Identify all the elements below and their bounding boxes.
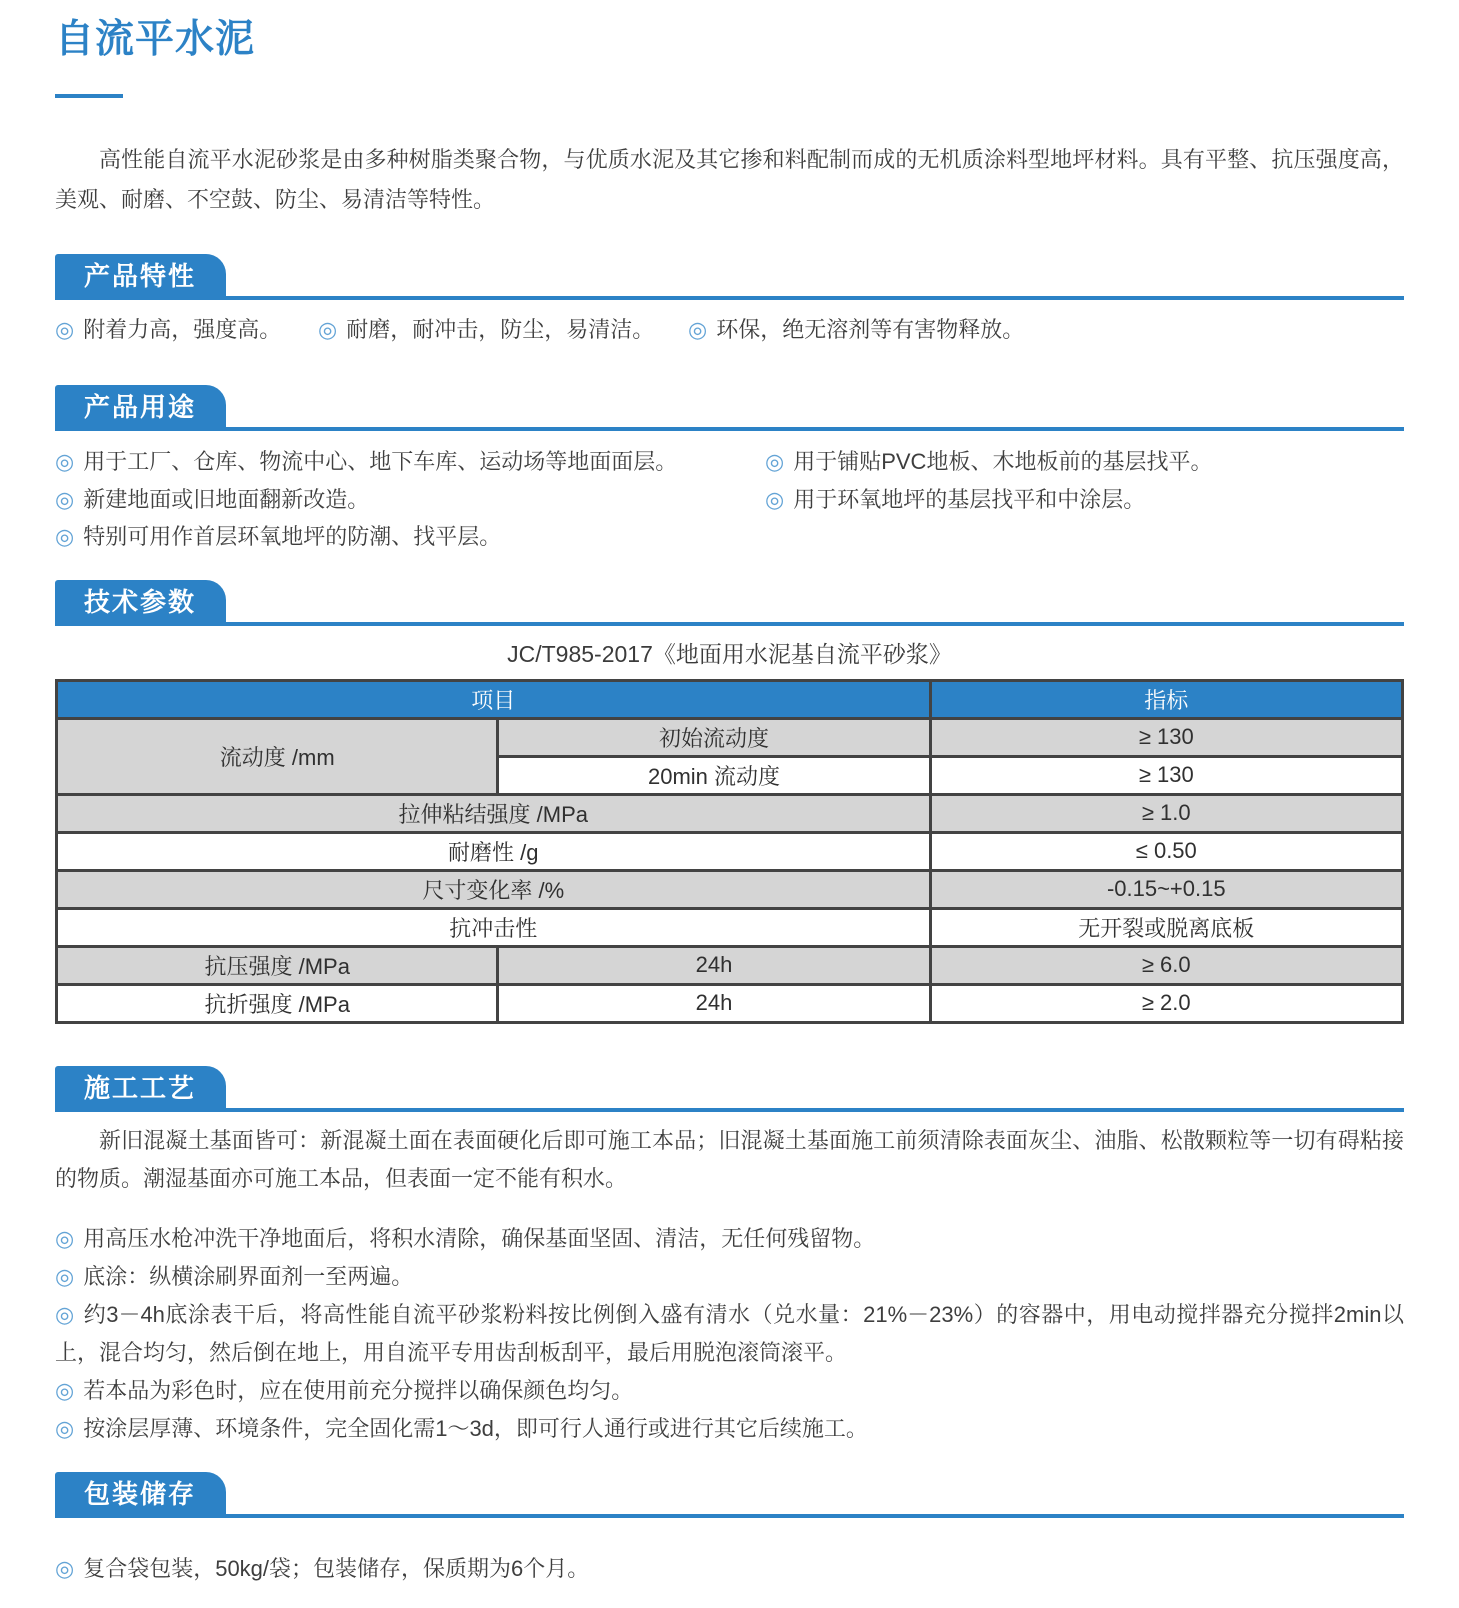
use-text: 新建地面或旧地面翻新改造。 — [83, 486, 370, 512]
section-header-tech — [55, 580, 1404, 626]
process-step-text: 约3－4h底涂表干后，将高性能自流平砂浆粉料按比例倒入盛有清水（兑水量：21%－23%）的容器中，用电动搅拌器充分搅拌2min以上，混合均匀，然后倒在地上，用自流平专用齿刮板刮平，最后用脱泡滚筒滚平。 — [55, 1301, 1404, 1365]
list-item — [55, 481, 765, 519]
column-header-item: 项目 — [57, 680, 931, 718]
cell-value: ≥ 6.0 — [930, 946, 1402, 984]
cell-value: 无开裂或脱离底板 — [930, 908, 1402, 946]
standard-caption: JC/T985-2017《地面用水泥基自流平砂浆》 — [507, 640, 952, 667]
process-step-text: 底涂：纵横涂刷界面剂一至两遍。 — [83, 1263, 414, 1289]
cell-sub-item: 20min 流动度 — [498, 756, 930, 794]
cell-item: 抗折强度 /MPa — [57, 984, 498, 1022]
cell-item: 尺寸变化率 /% — [57, 870, 931, 908]
cell-value: -0.15~+0.15 — [930, 870, 1402, 908]
uses-right-column — [765, 443, 1404, 556]
cell-item: 流动度 /mm — [57, 718, 498, 794]
bullet-icon: ◎ — [55, 1377, 75, 1403]
bullet-icon: ◎ — [55, 524, 75, 549]
feature-text: 耐磨，耐冲击，防尘，易清洁。 — [346, 317, 655, 342]
packaging-text: 复合袋包装，50kg/袋；包装储存，保质期为6个月。 — [83, 1555, 590, 1581]
section-header-packaging — [55, 1472, 1404, 1518]
list-item — [765, 443, 1404, 481]
cell-item: 耐磨性 /g — [57, 832, 931, 870]
cell-value: ≤ 0.50 — [930, 832, 1402, 870]
cell-value: ≥ 130 — [930, 718, 1402, 756]
process-intro: 新旧混凝土基面皆可：新混凝土面在表面硬化后即可施工本品；旧混凝土基面施工前须清除表面灰尘、油脂、松散颗粒等一切有碍粘接的物质。潮湿基面亦可施工本品，但表面一定不能有积水。 — [55, 1127, 1404, 1191]
column-header-index: 指标 — [930, 680, 1402, 718]
cell-sub-item: 初始流动度 — [498, 718, 930, 756]
section-header-uses — [55, 385, 1404, 431]
list-item — [55, 1296, 1404, 1372]
bullet-icon: ◎ — [55, 449, 75, 474]
cell-item: 抗压强度 /MPa — [57, 946, 498, 984]
list-item — [55, 518, 765, 556]
bullet-icon: ◎ — [55, 1263, 75, 1289]
bullet-icon: ◎ — [55, 317, 75, 342]
process-step-text: 用高压水枪冲洗干净地面后，将积水清除，确保基面坚固、清洁，无任何残留物。 — [83, 1225, 876, 1251]
uses-list — [55, 443, 1404, 556]
list-item — [55, 315, 318, 345]
features-list — [55, 315, 1404, 345]
section-header-process — [55, 1066, 1404, 1112]
section-tab-features: 产品特性 — [55, 254, 226, 296]
process-step-text: 按涂层厚薄、环境条件，完全固化需1～3d，即可行人通行或进行其它后续施工。 — [83, 1415, 868, 1441]
use-text: 特别可用作首层环氧地坪的防潮、找平层。 — [83, 524, 502, 549]
list-item — [318, 315, 688, 345]
intro-paragraph: 高性能自流平水泥砂浆是由多种树脂类聚合物，与优质水泥及其它掺和料配制而成的无机质涂料型地坪材料。具有平整、抗压强度高，美观、耐磨、不空鼓、防尘、易清洁等特性。 — [55, 147, 1404, 212]
section-tab-uses: 产品用途 — [55, 385, 226, 427]
use-text: 用于铺贴PVC地板、木地板前的基层找平。 — [793, 449, 1213, 474]
bullet-icon: ◎ — [318, 317, 338, 342]
cell-value: ≥ 2.0 — [930, 984, 1402, 1022]
table-row — [57, 946, 1403, 984]
bullet-icon: ◎ — [55, 486, 75, 512]
list-item — [55, 1220, 1404, 1258]
list-item — [55, 1258, 1404, 1296]
section-tab-process: 施工工艺 — [55, 1066, 226, 1108]
table-row — [57, 794, 1403, 832]
title-underline — [55, 94, 123, 98]
uses-left-column — [55, 443, 765, 556]
cell-item: 拉伸粘结强度 /MPa — [57, 794, 931, 832]
cell-sub-item: 24h — [498, 984, 930, 1022]
list-item — [688, 315, 1024, 345]
use-text: 用于环氧地坪的基层找平和中涂层。 — [793, 486, 1146, 512]
section-tab-tech: 技术参数 — [55, 580, 226, 622]
cell-item: 抗冲击性 — [57, 908, 931, 946]
process-step-text: 若本品为彩色时，应在使用前充分搅拌以确保颜色均匀。 — [83, 1377, 634, 1403]
feature-text: 环保，绝无溶剂等有害物释放。 — [716, 317, 1025, 342]
table-row — [57, 870, 1403, 908]
bullet-icon: ◎ — [765, 449, 785, 474]
table-row — [57, 718, 1403, 756]
bullet-icon: ◎ — [55, 1225, 75, 1251]
use-text: 用于工厂、仓库、物流中心、地下车库、运动场等地面面层。 — [83, 449, 678, 474]
list-item — [765, 481, 1404, 519]
table-header-row — [57, 680, 1403, 718]
document-page — [0, 8, 1459, 1584]
table-row — [57, 832, 1403, 870]
cell-sub-item: 24h — [498, 946, 930, 984]
list-item — [55, 443, 765, 481]
section-header-features — [55, 254, 1404, 300]
bullet-icon: ◎ — [765, 486, 785, 512]
feature-text: 附着力高，强度高。 — [83, 317, 282, 342]
list-item — [55, 1554, 1404, 1584]
table-row — [57, 984, 1403, 1022]
tech-table — [55, 679, 1404, 1024]
cell-value: ≥ 1.0 — [930, 794, 1402, 832]
list-item — [55, 1372, 1404, 1410]
section-tab-packaging: 包装储存 — [55, 1472, 226, 1514]
page-title: 自流平水泥 — [55, 18, 256, 61]
bullet-icon: ◎ — [55, 1301, 75, 1327]
table-row — [57, 908, 1403, 946]
cell-value: ≥ 130 — [930, 756, 1402, 794]
bullet-icon: ◎ — [688, 317, 708, 342]
bullet-icon: ◎ — [55, 1415, 75, 1441]
list-item — [55, 1410, 1404, 1448]
bullet-icon: ◎ — [55, 1555, 75, 1581]
